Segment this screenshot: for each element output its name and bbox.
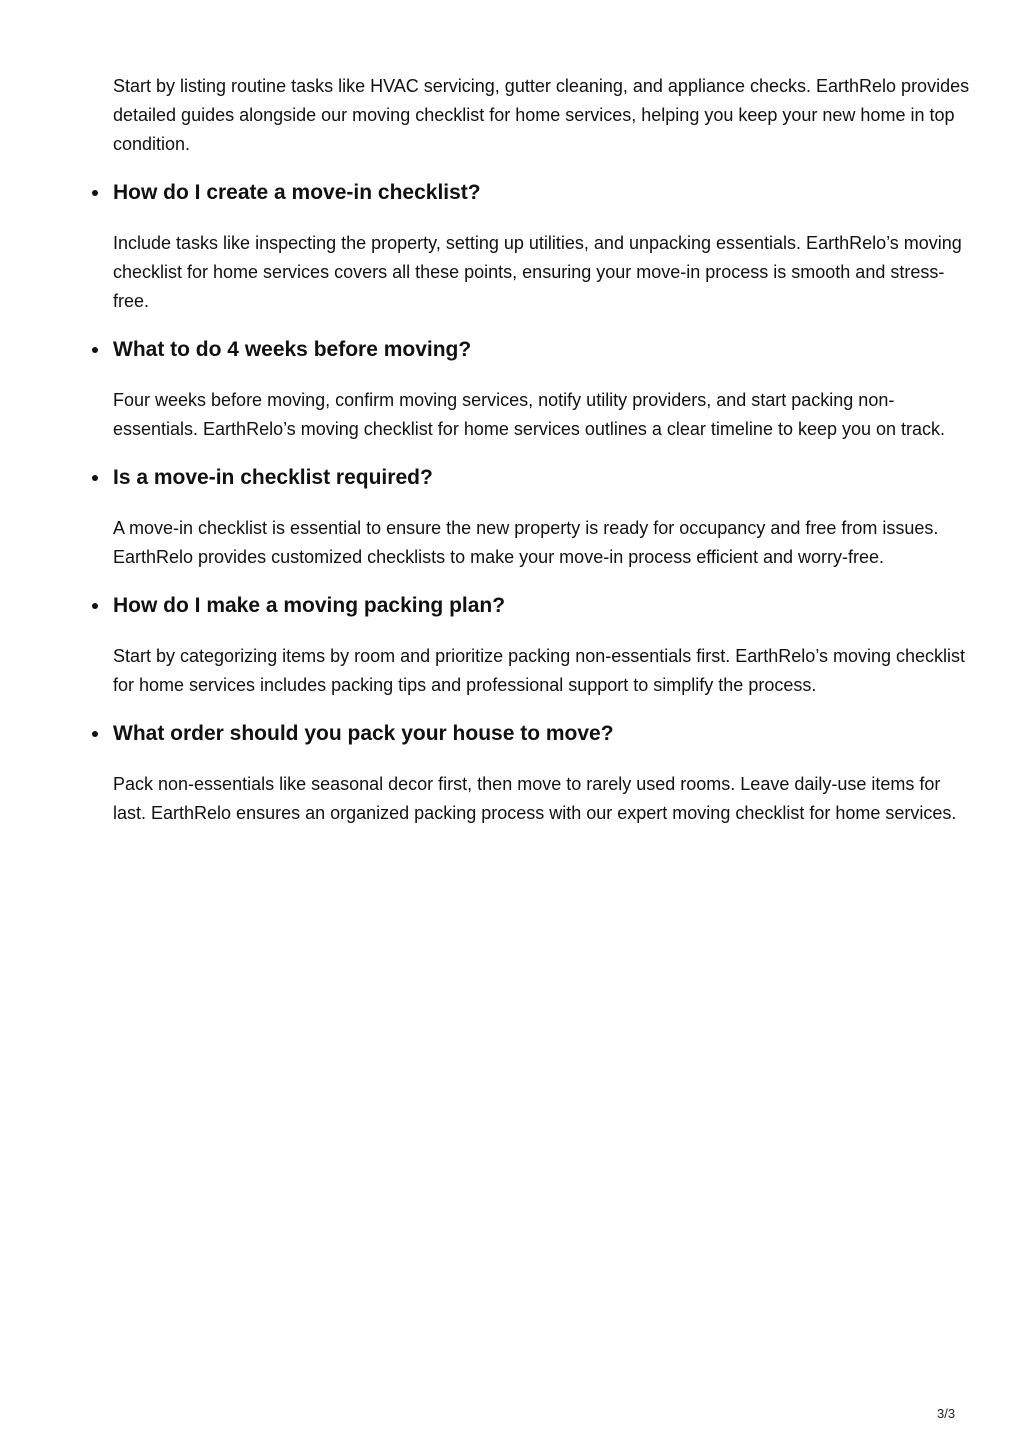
faq-question-text: What to do 4 weeks before moving? (113, 338, 472, 361)
bullet-icon (92, 603, 98, 609)
faq-question-text: How do I make a moving packing plan? (113, 594, 506, 617)
faq-item-3 (113, 464, 973, 572)
faq-answer: Four weeks before moving, confirm moving services, notify utility providers, and start packing non-essentials. EarthRelo’s moving checklist for home services outlines a clear timeline to keep you on track. (113, 390, 946, 439)
faq-answer: Start by categorizing items by room and prioritize packing non-essentials first. EarthRelo’s moving checklist for home services includes packing tips and professional support to simplify the process. (113, 646, 966, 695)
bullet-icon (92, 190, 98, 196)
faq-question (113, 592, 973, 620)
bullet-icon (92, 347, 98, 353)
faq-item-1 (113, 179, 973, 316)
faq-answer: Pack non-essentials like seasonal decor first, then move to rarely used rooms. Leave daily-use items for last. EarthRelo ensures an organized packing process with our expert moving checklist for home services. (113, 774, 957, 823)
faq-question-text: What order should you pack your house to move? (113, 722, 614, 745)
faq-question-text: How do I create a move-in checklist? (113, 181, 481, 204)
document-page (113, 72, 973, 828)
faq-question (113, 336, 973, 364)
faq-item-4 (113, 592, 973, 700)
bullet-icon (92, 475, 98, 481)
bullet-icon (92, 731, 98, 737)
faq-answer: Include tasks like inspecting the property, setting up utilities, and unpacking essentials. EarthRelo’s moving checklist for home services covers all these points, ensuring your move-in process is smooth and stress-free. (113, 233, 962, 311)
faq-item-2 (113, 336, 973, 444)
intro-paragraph: Start by listing routine tasks like HVAC servicing, gutter cleaning, and appliance checks. EarthRelo provides detailed guides alongside our moving checklist for home services, helping you keep your new home in top condition. (113, 76, 970, 154)
faq-question-text: Is a move-in checklist required? (113, 466, 433, 489)
faq-question (113, 720, 973, 748)
faq-question (113, 179, 973, 207)
faq-question (113, 464, 973, 492)
page-number: 3/3 (937, 1406, 956, 1421)
faq-item-5 (113, 720, 973, 828)
faq-answer: A move-in checklist is essential to ensure the new property is ready for occupancy and free from issues. EarthRelo provides customized checklists to make your move-in process efficient and worry-free. (113, 518, 939, 567)
